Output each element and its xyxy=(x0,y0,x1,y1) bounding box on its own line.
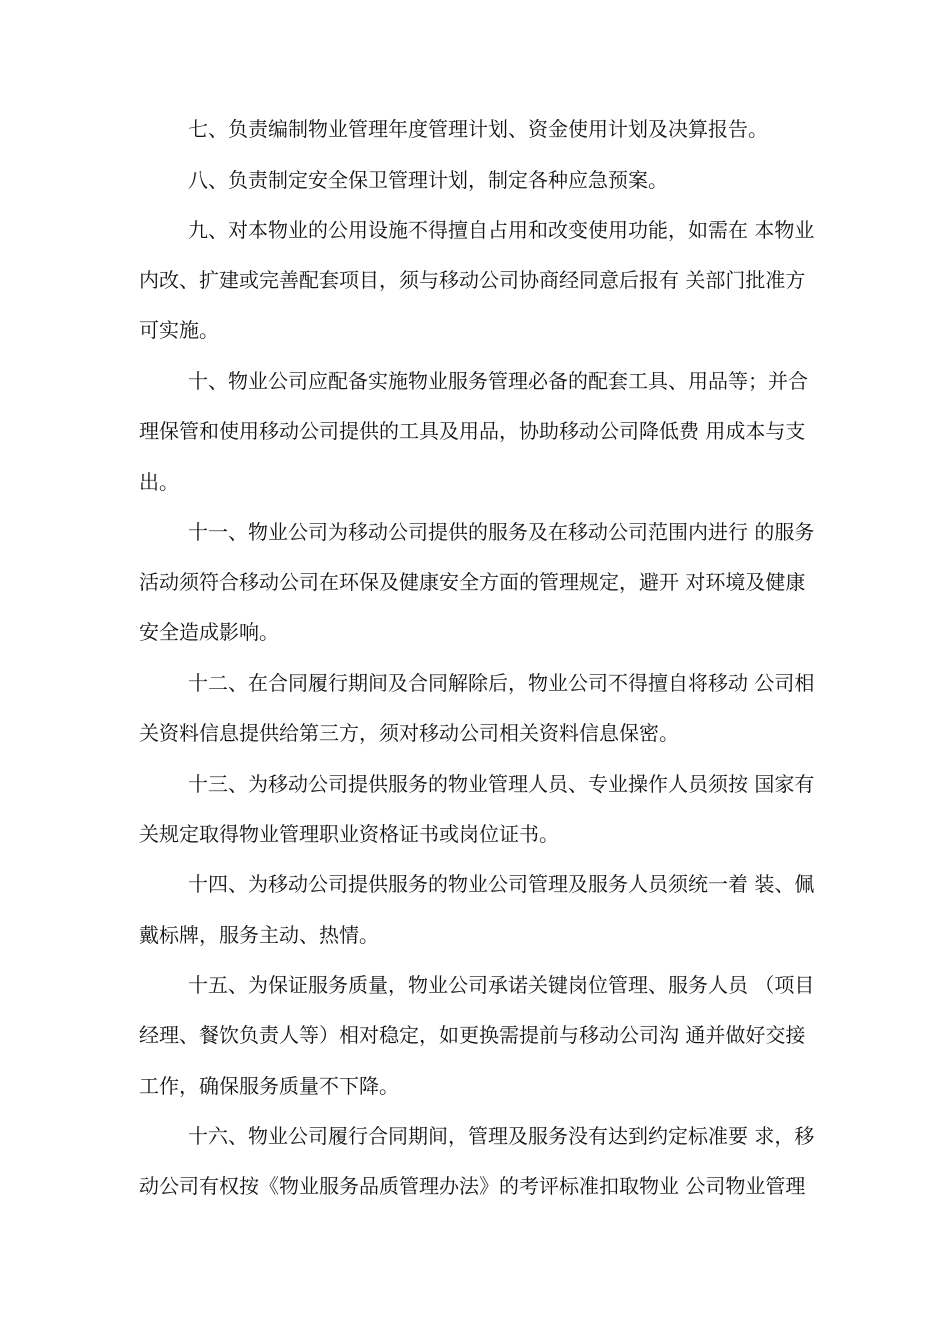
paragraph-10-line-1: 十、物业公司应配备实施物业服务管理必备的配套工具、用品等；并合 xyxy=(188,369,808,393)
paragraph-13-line-2: 关规定取得物业管理职业资格证书或岗位证书。 xyxy=(139,822,559,846)
paragraph-11-line-2: 活动须符合移动公司在环保及健康安全方面的管理规定，避开 对环境及健康 xyxy=(139,570,806,594)
paragraph-16-line-2: 动公司有权按《物业服务品质管理办法》的考评标准扣取物业 公司物业管理 xyxy=(139,1174,806,1198)
paragraph-14-line-2: 戴标牌，服务主动、热情。 xyxy=(139,923,379,947)
paragraph-15-line-2: 经理、餐饮负责人等）相对稳定，如更换需提前与移动公司沟 通并做好交接 xyxy=(139,1023,806,1047)
paragraph-11-line-3: 安全造成影响。 xyxy=(139,620,279,644)
paragraph-14-line-1: 十四、为移动公司提供服务的物业公司管理及服务人员须统一着 装、佩 xyxy=(188,872,815,896)
paragraph-9-line-2: 内改、扩建或完善配套项目，须与移动公司协商经同意后报有 关部门批准方 xyxy=(139,268,806,292)
paragraph-12-line-1: 十二、在合同履行期间及合同解除后，物业公司不得擅自将移动 公司相 xyxy=(188,671,815,695)
paragraph-13-line-1: 十三、为移动公司提供服务的物业管理人员、专业操作人员须按 国家有 xyxy=(188,772,815,796)
paragraph-10-line-2: 理保管和使用移动公司提供的工具及用品，协助移动公司降低费 用成本与支 xyxy=(139,419,806,443)
paragraph-15-line-3: 工作，确保服务质量不下降。 xyxy=(139,1074,399,1098)
paragraph-10-line-3: 出。 xyxy=(139,470,179,494)
paragraph-8-line-1: 八、负责制定安全保卫管理计划，制定各种应急预案。 xyxy=(188,168,668,192)
paragraph-11-line-1: 十一、物业公司为移动公司提供的服务及在移动公司范围内进行 的服务 xyxy=(188,520,815,544)
paragraph-9-line-1: 九、对本物业的公用设施不得擅自占用和改变使用功能，如需在 本物业 xyxy=(188,218,815,242)
paragraph-16-line-1: 十六、物业公司履行合同期间，管理及服务没有达到约定标准要 求，移 xyxy=(188,1124,815,1148)
paragraph-15-line-1: 十五、为保证服务质量，物业公司承诺关键岗位管理、服务人员 （项目 xyxy=(188,973,815,997)
paragraph-7-line-1: 七、负责编制物业管理年度管理计划、资金使用计划及决算报告。 xyxy=(188,117,768,141)
paragraph-12-line-2: 关资料信息提供给第三方，须对移动公司相关资料信息保密。 xyxy=(139,721,679,745)
paragraph-9-line-3: 可实施。 xyxy=(139,318,219,342)
